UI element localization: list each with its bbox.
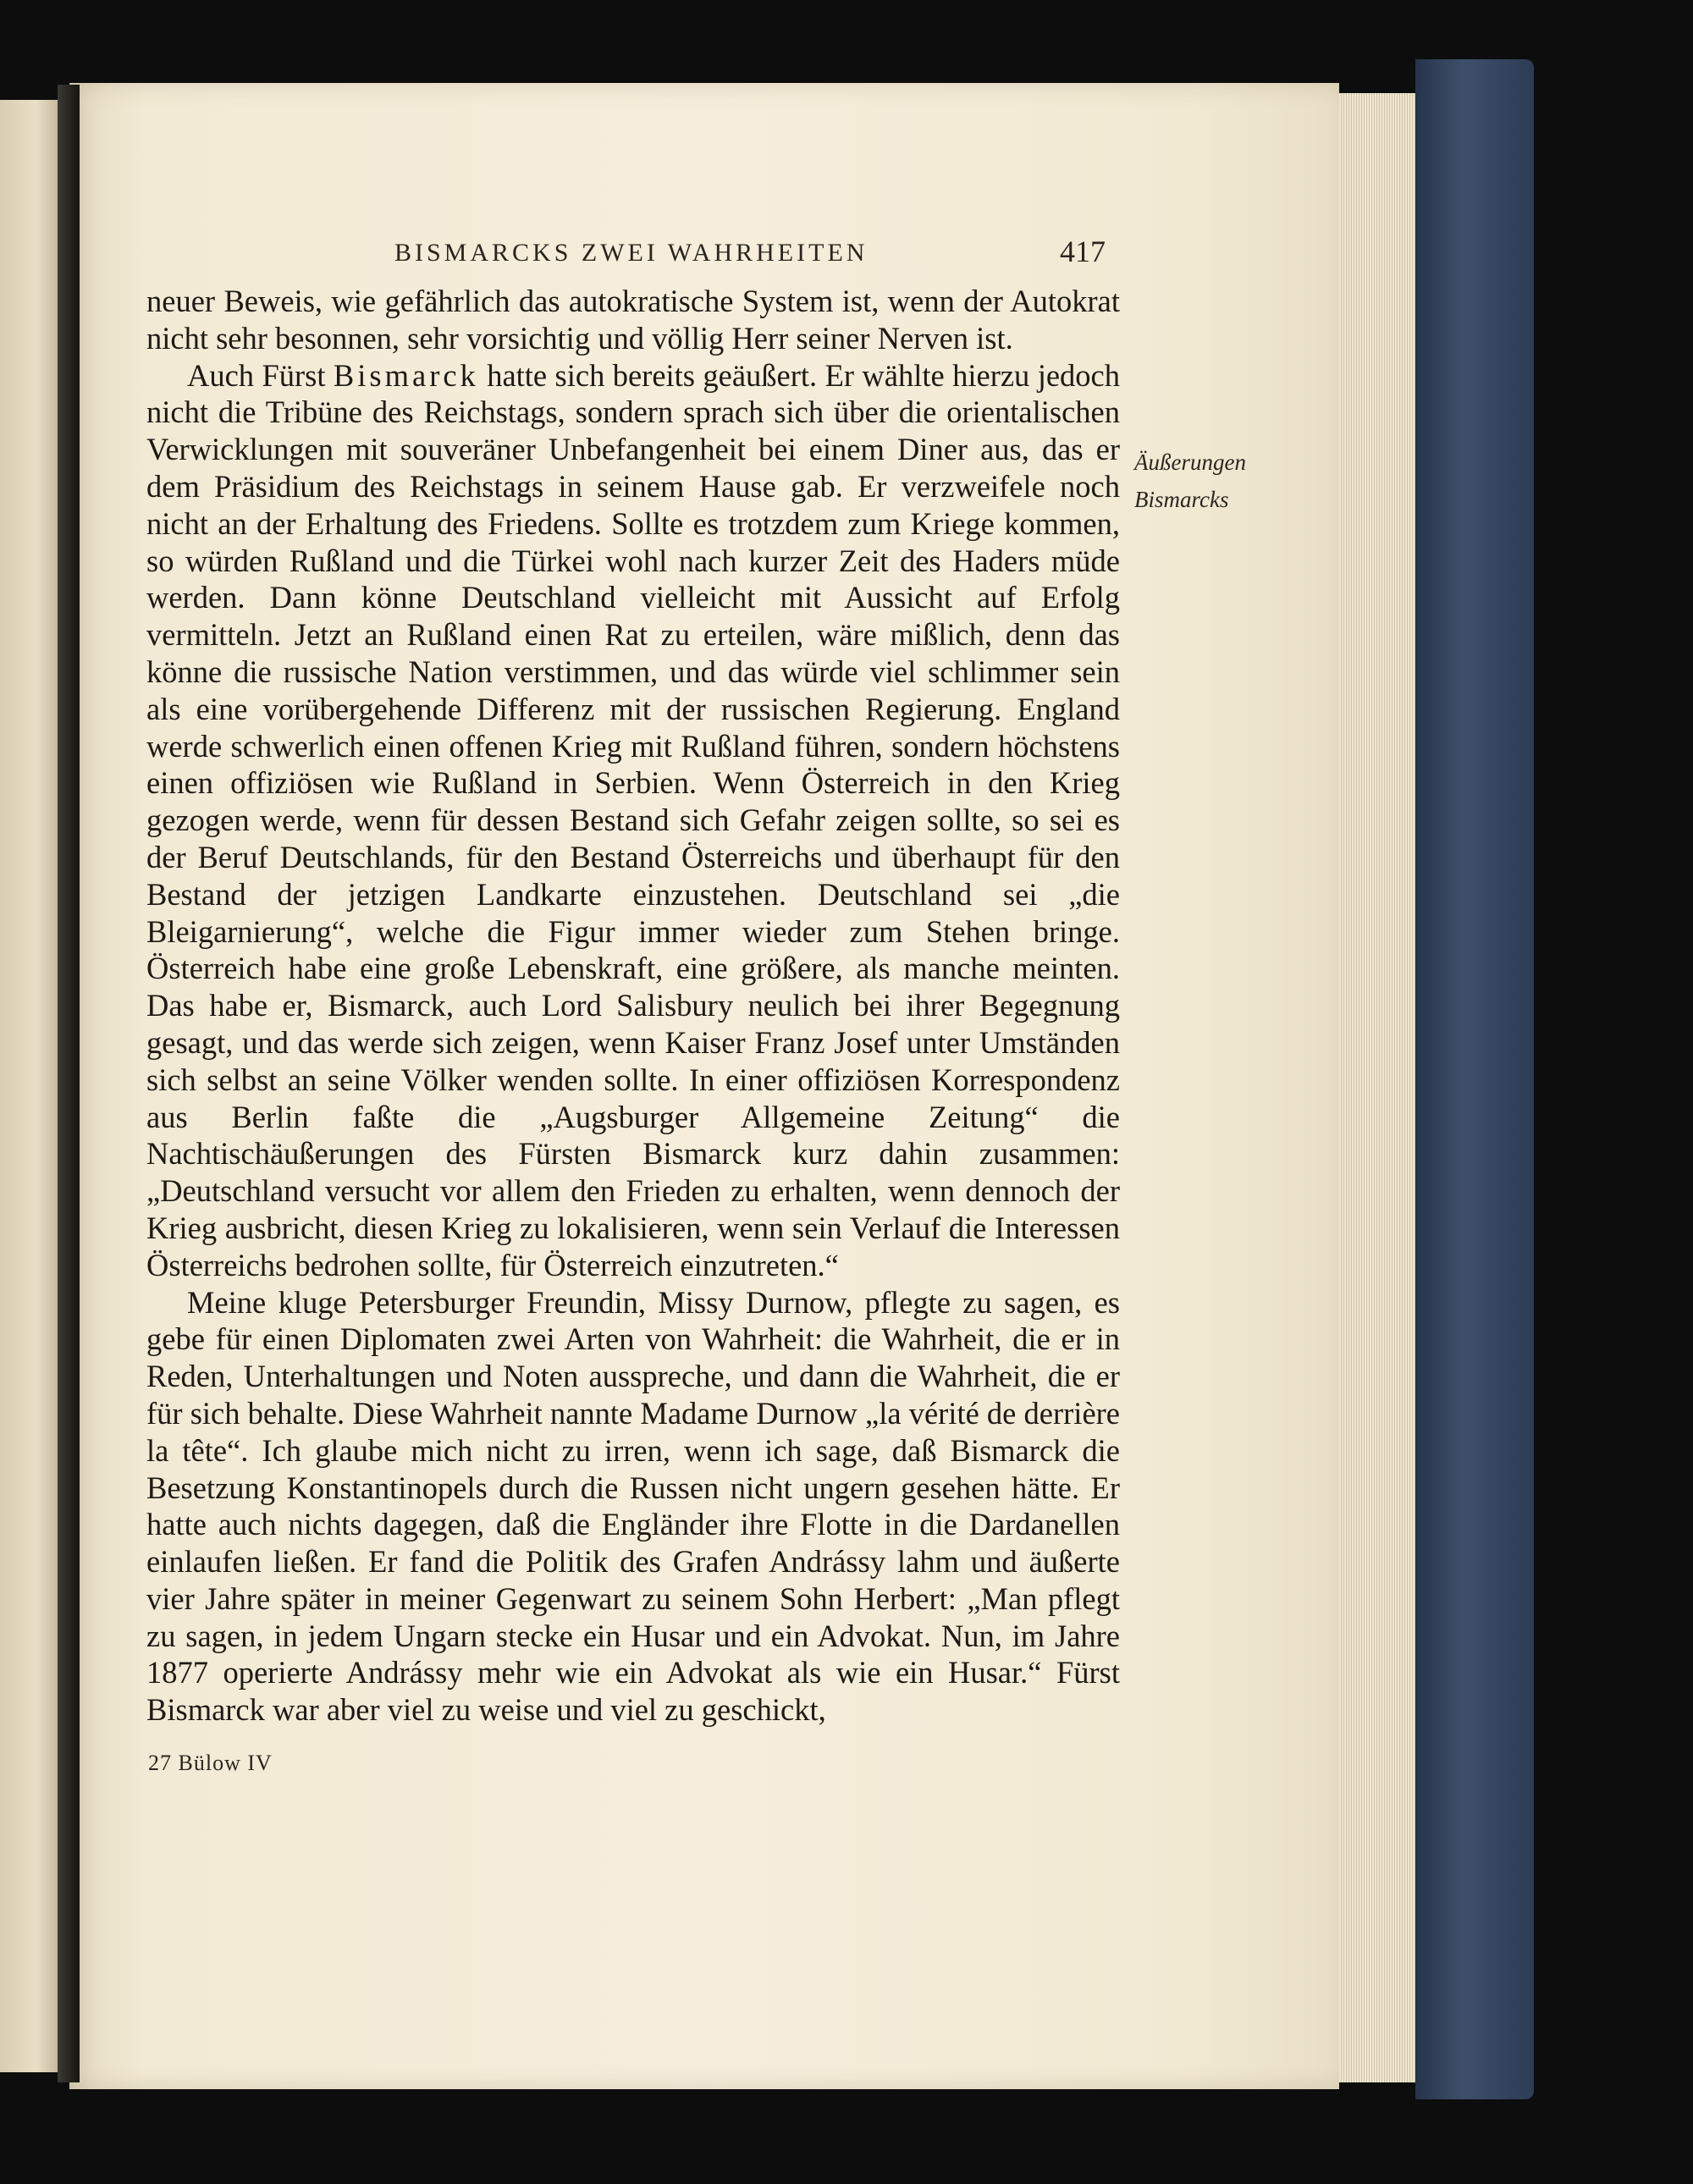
left-page-edge — [0, 100, 66, 2072]
running-head: BISMARCKS ZWEI WAHRHEITEN — [394, 239, 869, 267]
book-cover — [1415, 59, 1534, 2099]
paragraph-2-rest: hatte sich bereits geäußert. Er wählte hierzu jedoch nicht die Tribüne des Reichstags, sondern sprach sich über die orientalischen Verwicklungen mit souveräner Unbefangenheit bei einem Diner aus, das er dem Präsidium des Reichstags in seinem Hause gab. Er verzweifele noch nicht an der Erhaltung des Friedens. Sollte es trotzdem zum Kriege kommen, so würden Rußland und die Türkei wohl nach kurzer Zeit des Haders müde werden. Dann könne Deutschland vielleicht mit Aussicht auf Erfolg vermitteln. Jetzt an Rußland einen Rat zu erteilen, wäre mißlich, denn das könne die russische Nation verstimmen, und das würde viel schlimmer sein als eine vorübergehende Differenz mit der russischen Regierung. England werde schwerlich einen offenen Krieg mit Rußland führen, sondern höchstens einen offiziösen wie Rußland in Serbien. Wenn Österreich in den Krieg gezogen werde, wenn für dessen Bestand sich Gefahr zeigen sollte, so sei es der Beruf Deutschlands, für den Bestand Österreichs und überhaupt für den Bestand der jetzigen Landkarte einzustehen. Deutschland sei „die Bleigarnierung“, welche die Figur immer wieder zum Stehen bringe. Österreich habe eine große Lebenskraft, eine größere, als manche meinten. Das habe er, Bismarck, auch Lord Salisbury neulich bei ihrer Begegnung gesagt, und das werde sich zeigen, wenn Kaiser Franz Josef unter Umständen sich selbst an seine Völker wenden sollte. In einer offiziösen Korrespondenz aus Berlin faßte die „Augsburger Allgemeine Zeitung“ die Nachtischäußerungen des Fürsten Bismarck kurz dahin zusammen: „Deutschland versucht vor allem den Frieden zu erhalten, wenn dennoch der Krieg ausbricht, diesen Krieg zu lokalisieren, wenn sein Verlauf die Interessen Österreichs bedrohen sollte, für Österreich einzutreten.“ — [146, 357, 1120, 1282]
margin-note — [1134, 444, 1246, 518]
paragraph-2-lead: Auch Fürst — [187, 357, 334, 393]
body-text — [146, 283, 1120, 1729]
margin-note-line-2: Bismarcks — [1134, 487, 1229, 512]
signature-mark: 27 Bülow IV — [148, 1751, 273, 1775]
paragraph-3: Meine kluge Petersburger Freundin, Missy Durnow, pflegte zu sagen, es gebe für einen Diplomaten zwei Arten von Wahrheit: die Wahrheit, die er in Reden, Unterhaltungen und Noten ausspreche, und dann die Wahrheit, die er für sich behalte. Diese Wahrheit nannte Madame Durnow „la vérité de derrière la tête“. Ich glaube mich nicht zu irren, wenn ich sage, daß Bismarck die Besetzung Konstantinopels durch die Russen nicht ungern gesehen hätte. Er hatte auch nichts dagegen, daß die Engländer ihre Flotte in die Dardanellen einlaufen ließen. Er fand die Politik des Grafen Andrássy lahm und äußerte vier Jahre später in meiner Gegenwart zu seinem Sohn Herbert: „Man pflegt zu sagen, in jedem Ungarn stecke ein Husar und ein Advokat. Nun, im Jahre 1877 operierte Andrássy mehr wie ein Advokat als wie ein Husar.“ Fürst Bismarck war aber viel zu weise und viel zu geschickt, — [146, 1284, 1120, 1728]
book-gutter — [58, 85, 80, 2082]
paragraph-1: neuer Beweis, wie gefährlich das autokratische System ist, wenn der Autokrat nicht sehr besonnen, sehr vorsichtig und völlig Herr seiner Nerven ist. — [146, 284, 1120, 356]
paragraph-2 — [146, 357, 1120, 1284]
margin-note-line-1: Äußerungen — [1134, 449, 1246, 475]
page-edges — [1339, 93, 1415, 2082]
paragraph-2-name: Bismarck — [333, 357, 479, 393]
page-number: 417 — [1060, 234, 1106, 268]
